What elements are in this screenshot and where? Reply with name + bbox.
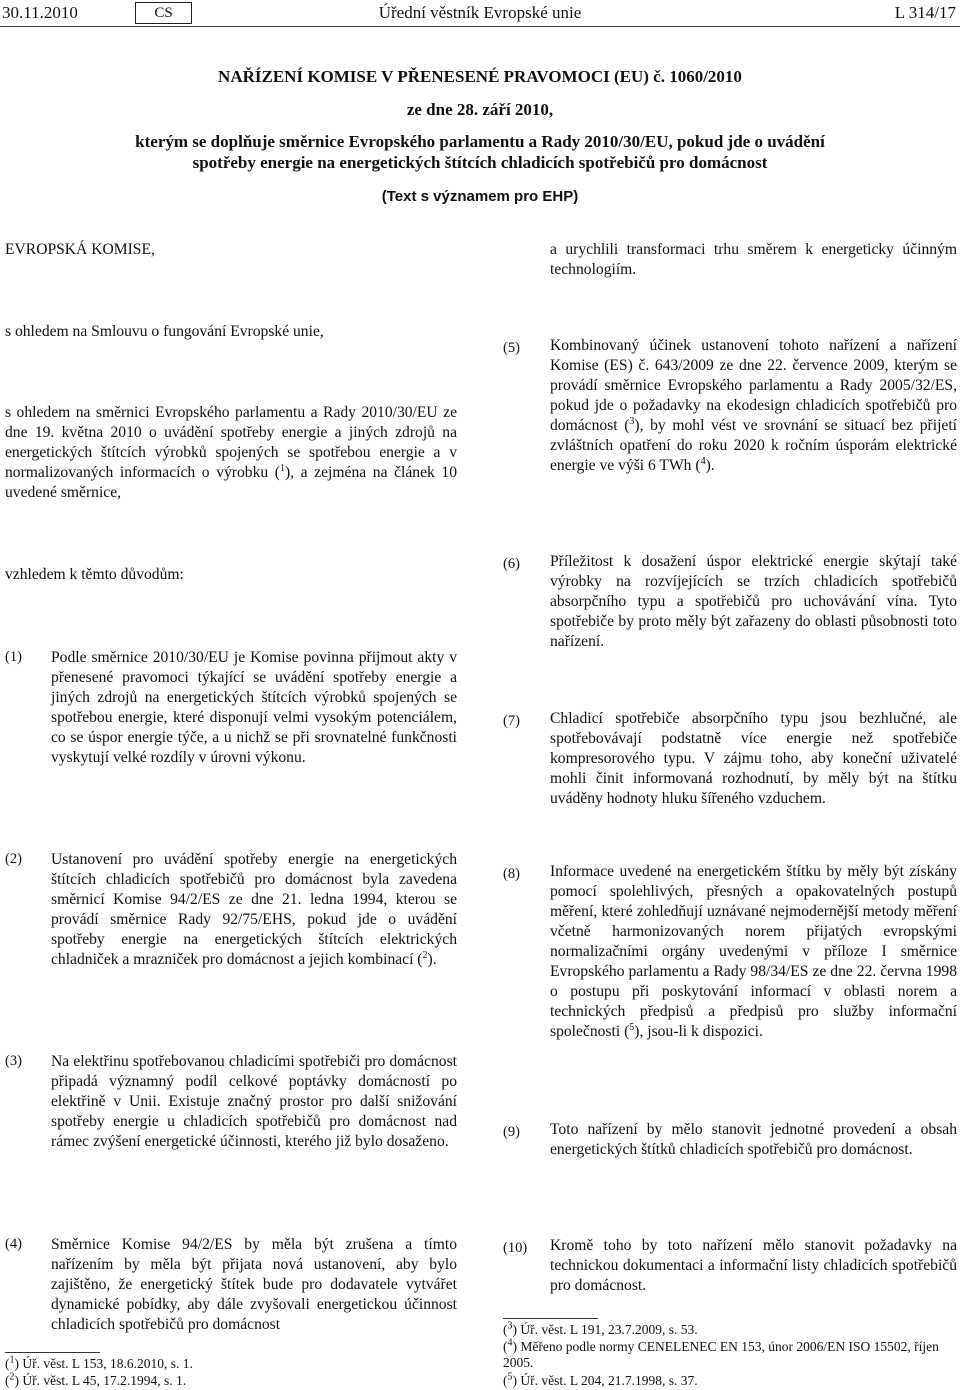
footnote-2: ($^2$) Úř. věst. L 45, 17.2.1994, s. 1. [5,1371,187,1388]
recital-number: (2) [5,851,22,867]
recital-1: Podle směrnice 2010/30/EU je Komise povinna přijmout akty v přenesené pravomoci týkající se uvádění spotřeby energie a jiných zdrojů na energetických štítcích výrobků spojených se spotřebou energie, které disponují velmi vysokým potenciálem, co se úspor energie týče, a u nichž se při srovnatelné funkčnosti vyskytují velké rozdíly v úrovni výkonu. [51,649,457,766]
footnote-4: ($^4$) Měřeno podle normy CENELENEC EN 153, únor 2006/EN ISO 15502, říjen 2005. [503,1337,939,1370]
recital-number: (9) [503,1124,520,1140]
recital-number: (5) [503,340,520,356]
citation-directive: s ohledem na směrnici Evropského parlamentu a Rady 2010/30/EU ze dne 19. května 2010 o uvádění spotřeby energie a jiných zdrojů na energetických štítcích výrobků spojených se spotřebou energie a v normalizovaných informacích o výrobku ($^1$), a zejména na článek 10 uvedené směrnice, [5,404,457,501]
recital-8: Informace uvedené na energetickém štítku by měly být získány pomocí spolehlivých, přesných a opakovatelných postupů měření, které zohledňují uznávané nejmodernější metody měření včetně harmonizovaných norem přijatých evropskými normalizačními orgány uvedenými v příloze I směrnice Evropského parlamentu a Rady 98/34/ES ze dne 22. června 1998 o postupu při poskytování informací v oblasti norem a technických předpisů a předpisů pro služby informační společnosti ($^5$), jsou-li k dispozici. [550,863,957,1040]
recital-7: Chladicí spotřebiče absorpčního typu jsou bezhlučné, ale spotřebovávají podstatně více energie než spotřebiče kompresorového typu. V zájmu toho, aby koneční uživatelé mohli činit informovaná rozhodnutí, by měly být na štítku uváděny hodnoty hluku šířeného vzduchem. [550,710,957,807]
commission-heading: EVROPSKÁ KOMISE, [5,241,155,258]
journal-name: Úřední věstník Evropské unie [378,3,582,22]
header-rule [0,26,960,27]
recital-4: Směrnice Komise 94/2/ES by měla být zrušena a tímto nařízením by měla být přijata nová ustanovení, aby bylo zajištěno, že energetický štítek bude pro dodavatele vytvářet dynamické pobídky, aby dále zvyšovali energetickou účinnost chladicích spotřebičů pro domácnost [51,1236,457,1333]
recital-number: (1) [5,649,22,665]
recital-3: Na elektřinu spotřebovanou chladicími spotřebiči pro domácnost připadá významný podíl celkové poptávky domácností po elektřině v Unii. Existuje značný prostor pro další snižování spotřeby energie u chladicích spotřebičů pro domácnost nad rámec zvýšení energetické účinnosti, kterého již bylo dosaženo. [51,1053,457,1150]
recital-9: Toto nařízení by mělo stanovit jednotné provedení a obsah energetických štítků chladicích spotřebičů pro domácnost. [550,1121,957,1158]
footnote-rule [503,1318,598,1319]
regulation-title: NAŘÍZENÍ KOMISE V PŘENESENÉ PRAVOMOCI (EU) č. 1060/2010 [218,67,742,86]
footnote-5: ($^5$) Úř. věst. L 204, 21.7.1998, s. 37. [503,1371,698,1388]
footnote-rule [5,1352,100,1353]
recital-number: (3) [5,1053,22,1069]
footnote-1: ($^1$) Úř. věst. L 153, 18.6.2010, s. 1. [5,1354,193,1371]
recital-5: Kombinovaný účinek ustanovení tohoto nařízení a nařízení Komise (ES) č. 643/2009 ze dne 22. července 2009, kterým se provádí směrnice Evropského parlamentu a Rady 2005/32/ES, pokud jde o požadavky na ekodesign chladicích spotřebičů pro domácnost ($^3$), by mohl vést ve srovnání se situací bez přijetí zvláštních opatření do roku 2020 k ročním úsporám elektrické energie ve výši 6 TWh ($^4$). [550,337,957,474]
recital-6: Příležitost k dosažení úspor elektrické energie skýtají také výrobky na rozvíjejících se trzích chladicích spotřebičů absorpčního typu a spotřebičů pro uchovávání vína. Tyto spotřebiče by proto měly být zařazeny do oblasti působnosti toto nařízení. [550,553,957,650]
language-badge: CS [135,2,192,24]
recital-number: (10) [503,1240,528,1256]
whereas-heading: vzhledem k těmto důvodům: [5,566,184,583]
recital-number: (4) [5,1236,22,1252]
recital-4-continuation: a urychlili transformaci trhu směrem k energeticky účinným technologiím. [550,241,957,278]
citation-treaty: s ohledem na Smlouvu o fungování Evropské unie, [5,323,324,340]
regulation-date: ze dne 28. září 2010, [406,100,554,119]
publication-date: 30.11.2010 [2,3,78,22]
page-reference: L 314/17 [894,3,956,22]
footnote-3: ($^3$) Úř. věst. L 191, 23.7.2009, s. 53. [503,1320,698,1337]
recital-number: (7) [503,713,520,729]
regulation-subject-line1: kterým se doplňuje směrnice Evropského parlamentu a Rady 2010/30/EU, pokud jde o uvádění [135,132,825,151]
regulation-subject-line2: spotřeby energie na energetických štítcích chladicích spotřebičů pro domácnost [192,153,768,172]
recital-number: (6) [503,556,520,572]
recital-number: (8) [503,866,520,882]
recital-2: Ustanovení pro uvádění spotřeby energie na energetických štítcích chladicích spotřebičů pro domácnost byla zavedena směrnicí Komise 94/2/ES ze dne 21. ledna 1994, kterou se provádí směrnice Rady 92/75/EHS, pokud jde o uvádění spotřeby energie na energetických štítcích elektrických chladniček a mrazniček pro domácnost a jejich kombinací ($^2$). [51,851,457,968]
recital-10: Kromě toho by toto nařízení mělo stanovit požadavky na technickou dokumentaci a informační listy chladicích spotřebičů pro domácnost. [550,1237,957,1294]
eea-relevance: (Text s významem pro EHP) [381,188,579,205]
